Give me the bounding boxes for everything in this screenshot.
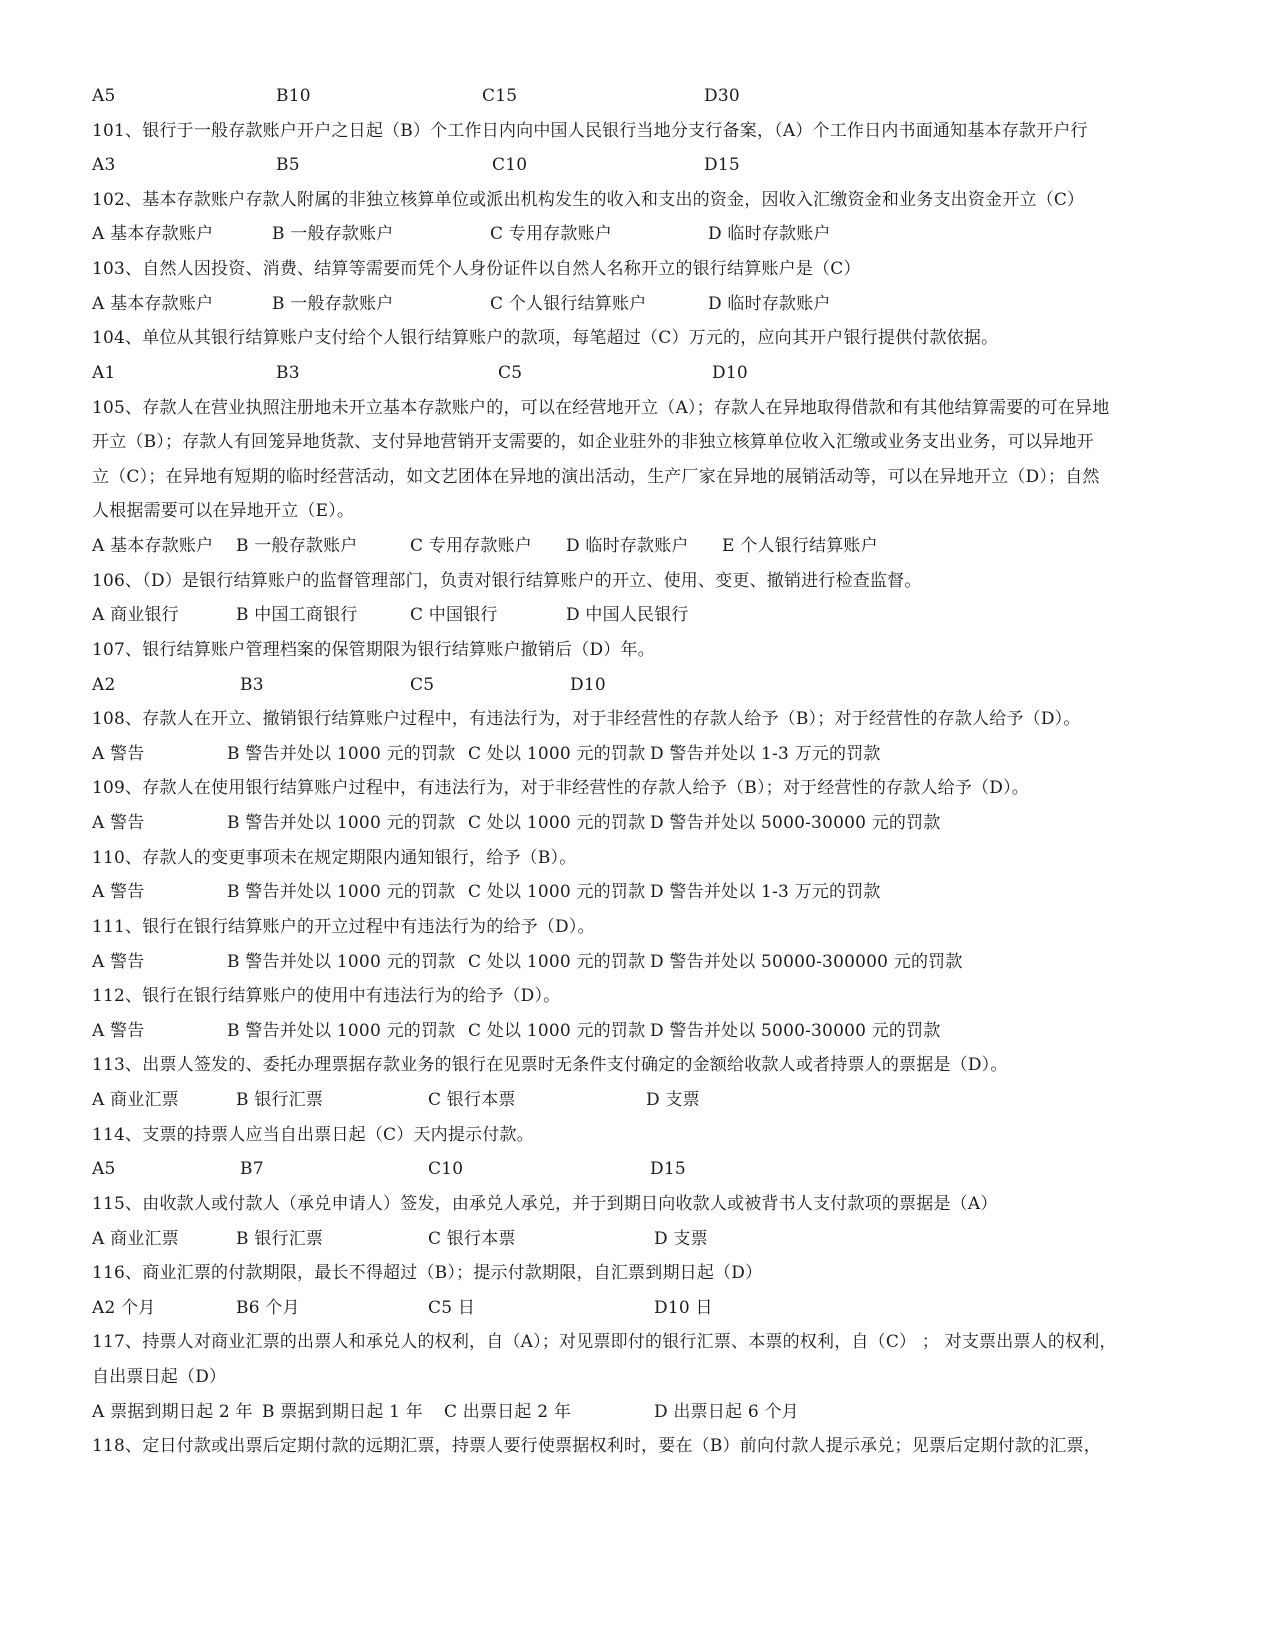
option-b: B3	[240, 675, 264, 695]
question-text: 自出票日起（D）	[92, 1367, 227, 1387]
question-text: 113、出票人签发的、委托办理票据存款业务的银行在见票时无条件支付确定的金额给收款人或者持票人的票据是（D）。	[92, 1055, 1008, 1075]
option-b: B10	[276, 86, 311, 106]
question-text: 101、银行于一般存款账户开户之日起（B）个工作日内向中国人民银行当地分支行备案，（A）个工作日内书面通知基本存款开户行	[92, 121, 1088, 141]
option-b: B 警告并处以 1000 元的罚款	[227, 952, 456, 972]
question-text: 人根据需要可以在异地开立（E）。	[92, 501, 355, 521]
option-a: A 警告	[92, 813, 145, 833]
option-a: A3	[92, 155, 116, 175]
question-text: 立（C）；在异地有短期的临时经营活动，如文艺团体在异地的演出活动，生产厂家在异地的展销活动等，可以在异地开立（D）；自然	[92, 467, 1100, 487]
question-text: 109、存款人在使用银行结算账户过程中，有违法行为，对于非经营性的存款人给予（B）；对于经营性的存款人给予（D）。	[92, 778, 1029, 798]
option-d: D15	[704, 155, 740, 175]
options-row	[92, 358, 1192, 388]
option-c: C 处以 1000 元的罚款	[468, 882, 646, 902]
options-row	[92, 81, 1192, 111]
options-row	[92, 531, 1192, 561]
option-b: B 银行汇票	[236, 1090, 324, 1110]
options-row	[92, 1154, 1192, 1184]
option-d: D 支票	[646, 1090, 700, 1110]
option-a: A 票据到期日起 2 年	[92, 1402, 253, 1422]
option-a: A 警告	[92, 882, 145, 902]
option-e: E 个人银行结算账户	[722, 536, 878, 556]
question-text: 104、单位从其银行结算账户支付给个人银行结算账户的款项，每笔超过（C）万元的，应向其开户银行提供付款依据。	[92, 328, 999, 348]
option-d: D 警告并处以 1-3 万元的罚款	[650, 744, 881, 764]
option-d: D 警告并处以 50000-300000 元的罚款	[650, 952, 963, 972]
options-row	[92, 1016, 1192, 1046]
option-c: C5	[498, 363, 523, 383]
option-c: C 处以 1000 元的罚款	[468, 744, 646, 764]
option-b: B 银行汇票	[236, 1229, 324, 1249]
option-c: C 中国银行	[410, 605, 498, 625]
options-row	[92, 739, 1192, 769]
option-c: C 处以 1000 元的罚款	[468, 813, 646, 833]
option-a: A2	[92, 675, 116, 695]
option-d: D 警告并处以 1-3 万元的罚款	[650, 882, 881, 902]
option-b: B 一般存款账户	[272, 294, 394, 314]
option-a: A 警告	[92, 952, 145, 972]
option-b: B 票据到期日起 1 年	[262, 1402, 423, 1422]
option-b: B 警告并处以 1000 元的罚款	[227, 813, 456, 833]
option-d: D10	[570, 675, 606, 695]
option-a: A5	[92, 86, 116, 106]
options-row	[92, 1224, 1192, 1254]
question-text: 108、存款人在开立、撤销银行结算账户过程中，有违法行为，对于非经营性的存款人给予（B）；对于经营性的存款人给予（D）。	[92, 709, 1081, 729]
option-a: A 商业汇票	[92, 1090, 179, 1110]
option-c: C 银行本票	[428, 1229, 516, 1249]
option-c: C 专用存款账户	[490, 224, 613, 244]
option-a: A 基本存款账户	[92, 536, 214, 556]
option-b: B6 个月	[236, 1298, 300, 1318]
option-d: D 临时存款账户	[708, 294, 831, 314]
option-c: C 处以 1000 元的罚款	[468, 1021, 646, 1041]
option-d: D 出票日起 6 个月	[654, 1402, 799, 1422]
question-text: 112、银行在银行结算账户的使用中有违法行为的给予（D）。	[92, 986, 561, 1006]
option-b: B 一般存款账户	[272, 224, 394, 244]
options-row	[92, 219, 1192, 249]
question-text: 110、存款人的变更事项未在规定期限内通知银行，给予（B）。	[92, 848, 577, 868]
option-c: C5 日	[428, 1298, 476, 1318]
question-text: 107、银行结算账户管理档案的保管期限为银行结算账户撤销后（D）年。	[92, 640, 655, 660]
option-c: C 银行本票	[428, 1090, 516, 1110]
option-c: C5	[410, 675, 435, 695]
options-row	[92, 1085, 1192, 1115]
option-d: D10	[712, 363, 748, 383]
option-a: A 基本存款账户	[92, 224, 214, 244]
option-d: D30	[704, 86, 740, 106]
question-text: 103、自然人因投资、消费、结算等需要而凭个人身份证件以自然人名称开立的银行结算账户是（C）	[92, 259, 861, 279]
option-a: A 警告	[92, 1021, 145, 1041]
option-d: D 中国人民银行	[566, 605, 689, 625]
question-text: 开立（B）；存款人有回笼异地货款、支付异地营销开支需要的，如企业驻外的非独立核算单位收入汇缴或业务支出业务，可以异地开	[92, 432, 1094, 452]
option-a: A2 个月	[92, 1298, 156, 1318]
option-c: C 个人银行结算账户	[490, 294, 647, 314]
option-d: D 警告并处以 5000-30000 元的罚款	[650, 1021, 941, 1041]
option-d: D10 日	[654, 1298, 713, 1318]
option-b: B 中国工商银行	[236, 605, 358, 625]
option-a: A 警告	[92, 744, 145, 764]
option-c: C 出票日起 2 年	[444, 1402, 572, 1422]
option-d: D 警告并处以 5000-30000 元的罚款	[650, 813, 941, 833]
options-row	[92, 289, 1192, 319]
option-b: B 警告并处以 1000 元的罚款	[227, 744, 456, 764]
question-text: 115、由收款人或付款人（承兑申请人）签发，由承兑人承兑，并于到期日向收款人或被背书人支付款项的票据是（A）	[92, 1194, 998, 1214]
option-d: D 临时存款账户	[708, 224, 831, 244]
option-c: C10	[428, 1159, 464, 1179]
option-a: A5	[92, 1159, 116, 1179]
option-b: B 警告并处以 1000 元的罚款	[227, 1021, 456, 1041]
option-b: B3	[276, 363, 300, 383]
options-row	[92, 600, 1192, 630]
option-c: C 处以 1000 元的罚款	[468, 952, 646, 972]
option-a: A 商业汇票	[92, 1229, 179, 1249]
question-text: 114、支票的持票人应当自出票日起（C）天内提示付款。	[92, 1125, 534, 1145]
option-b: B5	[276, 155, 300, 175]
option-a: A 基本存款账户	[92, 294, 214, 314]
options-row	[92, 877, 1192, 907]
question-text: 111、银行在银行结算账户的开立过程中有违法行为的给予（D）。	[92, 917, 595, 937]
option-b: B 警告并处以 1000 元的罚款	[227, 882, 456, 902]
options-row	[92, 1397, 1192, 1427]
question-text: 106、（D）是银行结算账户的监督管理部门，负责对银行结算账户的开立、使用、变更、撤销进行检查监督。	[92, 571, 922, 591]
question-text: 117、持票人对商业汇票的出票人和承兑人的权利，自（A）；对见票即付的银行汇票、本票的权利，自（C） ； 对支票出票人的权利，	[92, 1332, 1117, 1352]
options-row	[92, 670, 1192, 700]
option-d: D 临时存款账户	[566, 536, 689, 556]
options-row	[92, 808, 1192, 838]
question-text: 116、商业汇票的付款期限，最长不得超过（B）；提示付款期限，自汇票到期日起（D）	[92, 1263, 763, 1283]
option-c: C10	[492, 155, 528, 175]
option-b: B 一般存款账户	[236, 536, 358, 556]
option-a: A1	[92, 363, 116, 383]
option-a: A 商业银行	[92, 605, 179, 625]
option-b: B7	[240, 1159, 264, 1179]
options-row	[92, 150, 1192, 180]
options-row	[92, 947, 1192, 977]
question-text: 102、基本存款账户存款人附属的非独立核算单位或派出机构发生的收入和支出的资金，因收入汇缴资金和业务支出资金开立（C）	[92, 190, 1085, 210]
option-c: C 专用存款账户	[410, 536, 533, 556]
options-row	[92, 1293, 1192, 1323]
option-d: D15	[650, 1159, 686, 1179]
option-d: D 支票	[654, 1229, 708, 1249]
question-text: 118、定日付款或出票后定期付款的远期汇票，持票人要行使票据权利时，要在（B）前向付款人提示承兑；见票后定期付款的汇票，	[92, 1436, 1101, 1456]
option-c: C15	[482, 86, 518, 106]
question-text: 105、存款人在营业执照注册地未开立基本存款账户的，可以在经营地开立（A）；存款人在异地取得借款和有其他结算需要的可在异地	[92, 398, 1110, 418]
